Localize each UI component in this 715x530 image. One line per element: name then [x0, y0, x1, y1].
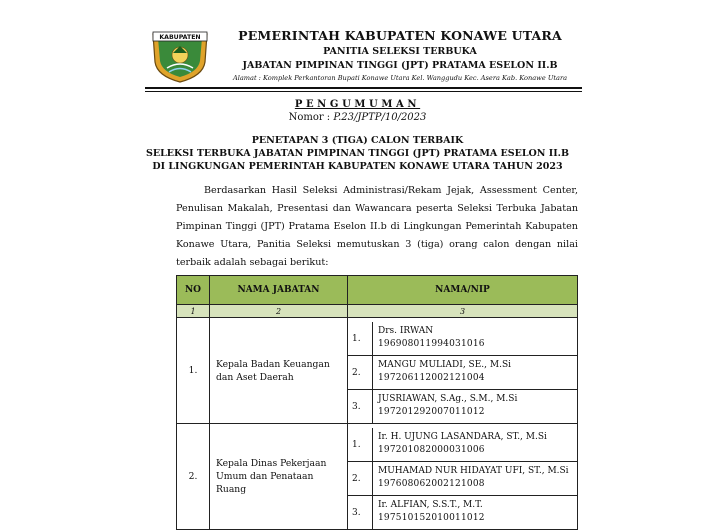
candidate-index: 3. — [352, 507, 361, 518]
letterhead-line3: JABATAN PIMPINAN TINGGI (JPT) PRATAMA ESELON II.B — [242, 60, 558, 71]
candidate-item — [348, 322, 577, 356]
paragraph-text: Berdasarkan Hasil Seleksi Administrasi/Rekam Jejak, Assessment Center, Penulisan Makalah, Presentasi dan Wawancara peserta Seleksi Terbuka Jabatan Pimpinan Tinggi (JPT) Pratama Eselon II.b di Lingkungan Pemerintah Kabupaten Konawe Utara, Panitia Seleksi memutuskan 3 (tiga) orang calon dengan nilai terbaik adalah sebagai berikut: — [176, 185, 578, 268]
candidate-box — [372, 390, 577, 423]
table-row — [177, 318, 578, 424]
candidate-nip: 197608062002121008 — [378, 479, 485, 489]
announcement-title: PENGUMUMAN — [294, 99, 421, 110]
candidate-box — [372, 462, 577, 495]
candidate-index: 2. — [352, 367, 361, 378]
table-row — [177, 424, 578, 530]
announcement-number — [0, 112, 715, 123]
candidate-list — [348, 318, 578, 424]
candidate-item — [348, 496, 577, 529]
body-paragraph — [176, 182, 578, 272]
logo-lettering: KABUPATEN — [159, 34, 201, 41]
candidate-nip: 197201082000031006 — [378, 445, 485, 455]
subheading — [0, 134, 715, 173]
candidate-index: 2. — [352, 473, 361, 484]
letterhead-line1: PEMERINTAH KABUPATEN KONAWE UTARA — [238, 28, 562, 43]
candidate-index: 3. — [352, 401, 361, 412]
candidate-item — [348, 356, 577, 390]
position-name: Kepala Badan Keuangan dan Aset Daerah — [210, 318, 348, 424]
letterhead — [220, 28, 580, 83]
candidate-nip: 197510152010011012 — [378, 513, 485, 523]
subheading-line2: SELEKSI TERBUKA JABATAN PIMPINAN TINGGI (JPT) PRATAMA ESELON II.B — [145, 148, 570, 159]
row-number: 2. — [177, 424, 210, 530]
column-number: 1 — [177, 305, 210, 318]
letterhead-line2: PANITIA SELEKSI TERBUKA — [323, 46, 477, 57]
header-no: NO — [177, 276, 210, 305]
candidate-box — [372, 496, 577, 529]
candidate-name: Drs. IRWAN — [378, 326, 434, 336]
letterhead-rule-thin — [145, 91, 582, 92]
header-jabatan: NAMA JABATAN — [210, 276, 348, 305]
row-number: 1. — [177, 318, 210, 424]
subheading-line1: PENETAPAN 3 (TIGA) CALON TERBAIK — [251, 135, 464, 146]
candidate-name: Ir. H. UJUNG LASANDARA, ST., M.Si — [378, 432, 547, 442]
candidate-item — [348, 428, 577, 462]
column-number-row — [177, 305, 578, 318]
candidate-name: MANGU MULIADI, SE., M.Si — [378, 360, 511, 370]
nomor-value: P.23/JPTP/10/2023 — [333, 112, 427, 123]
candidate-box — [372, 356, 577, 389]
candidate-name: Ir. ALFIAN, S.S.T., M.T. — [378, 500, 483, 510]
candidate-box — [372, 322, 577, 355]
candidate-nip: 197206112002121004 — [378, 373, 485, 383]
column-number: 2 — [210, 305, 348, 318]
position-name: Kepala Dinas Pekerjaan Umum dan Penataan Ruang — [210, 424, 348, 530]
header-nama-nip: NAMA/NIP — [348, 276, 578, 305]
letterhead-address: Alamat : Komplek Perkantoran Bupati Konawe Utara Kel. Wanggudu Kec. Asera Kab. Konawe Utara — [232, 74, 568, 82]
candidates-table — [176, 275, 578, 530]
letterhead-rule — [145, 87, 582, 89]
candidate-index: 1. — [352, 439, 361, 450]
candidate-name: MUHAMAD NUR HIDAYAT UFI, ST., M.Si — [378, 466, 569, 476]
candidate-index: 1. — [352, 333, 361, 344]
candidate-nip: 196908011994031016 — [378, 339, 485, 349]
table-header-row — [177, 276, 578, 305]
candidate-nip: 197201292007011012 — [378, 407, 485, 417]
candidate-box — [372, 428, 577, 461]
nomor-label: Nomor : — [288, 112, 331, 123]
candidate-item — [348, 462, 577, 496]
candidate-item — [348, 390, 577, 423]
column-number: 3 — [348, 305, 578, 318]
candidate-name: JUSRIAWAN, S.Ag., S.M., M.Si — [378, 394, 518, 404]
candidate-list — [348, 424, 578, 530]
regency-logo — [147, 28, 213, 84]
subheading-line3: DI LINGKUNGAN PEMERINTAH KABUPATEN KONAWE UTARA TAHUN 2023 — [152, 161, 563, 172]
